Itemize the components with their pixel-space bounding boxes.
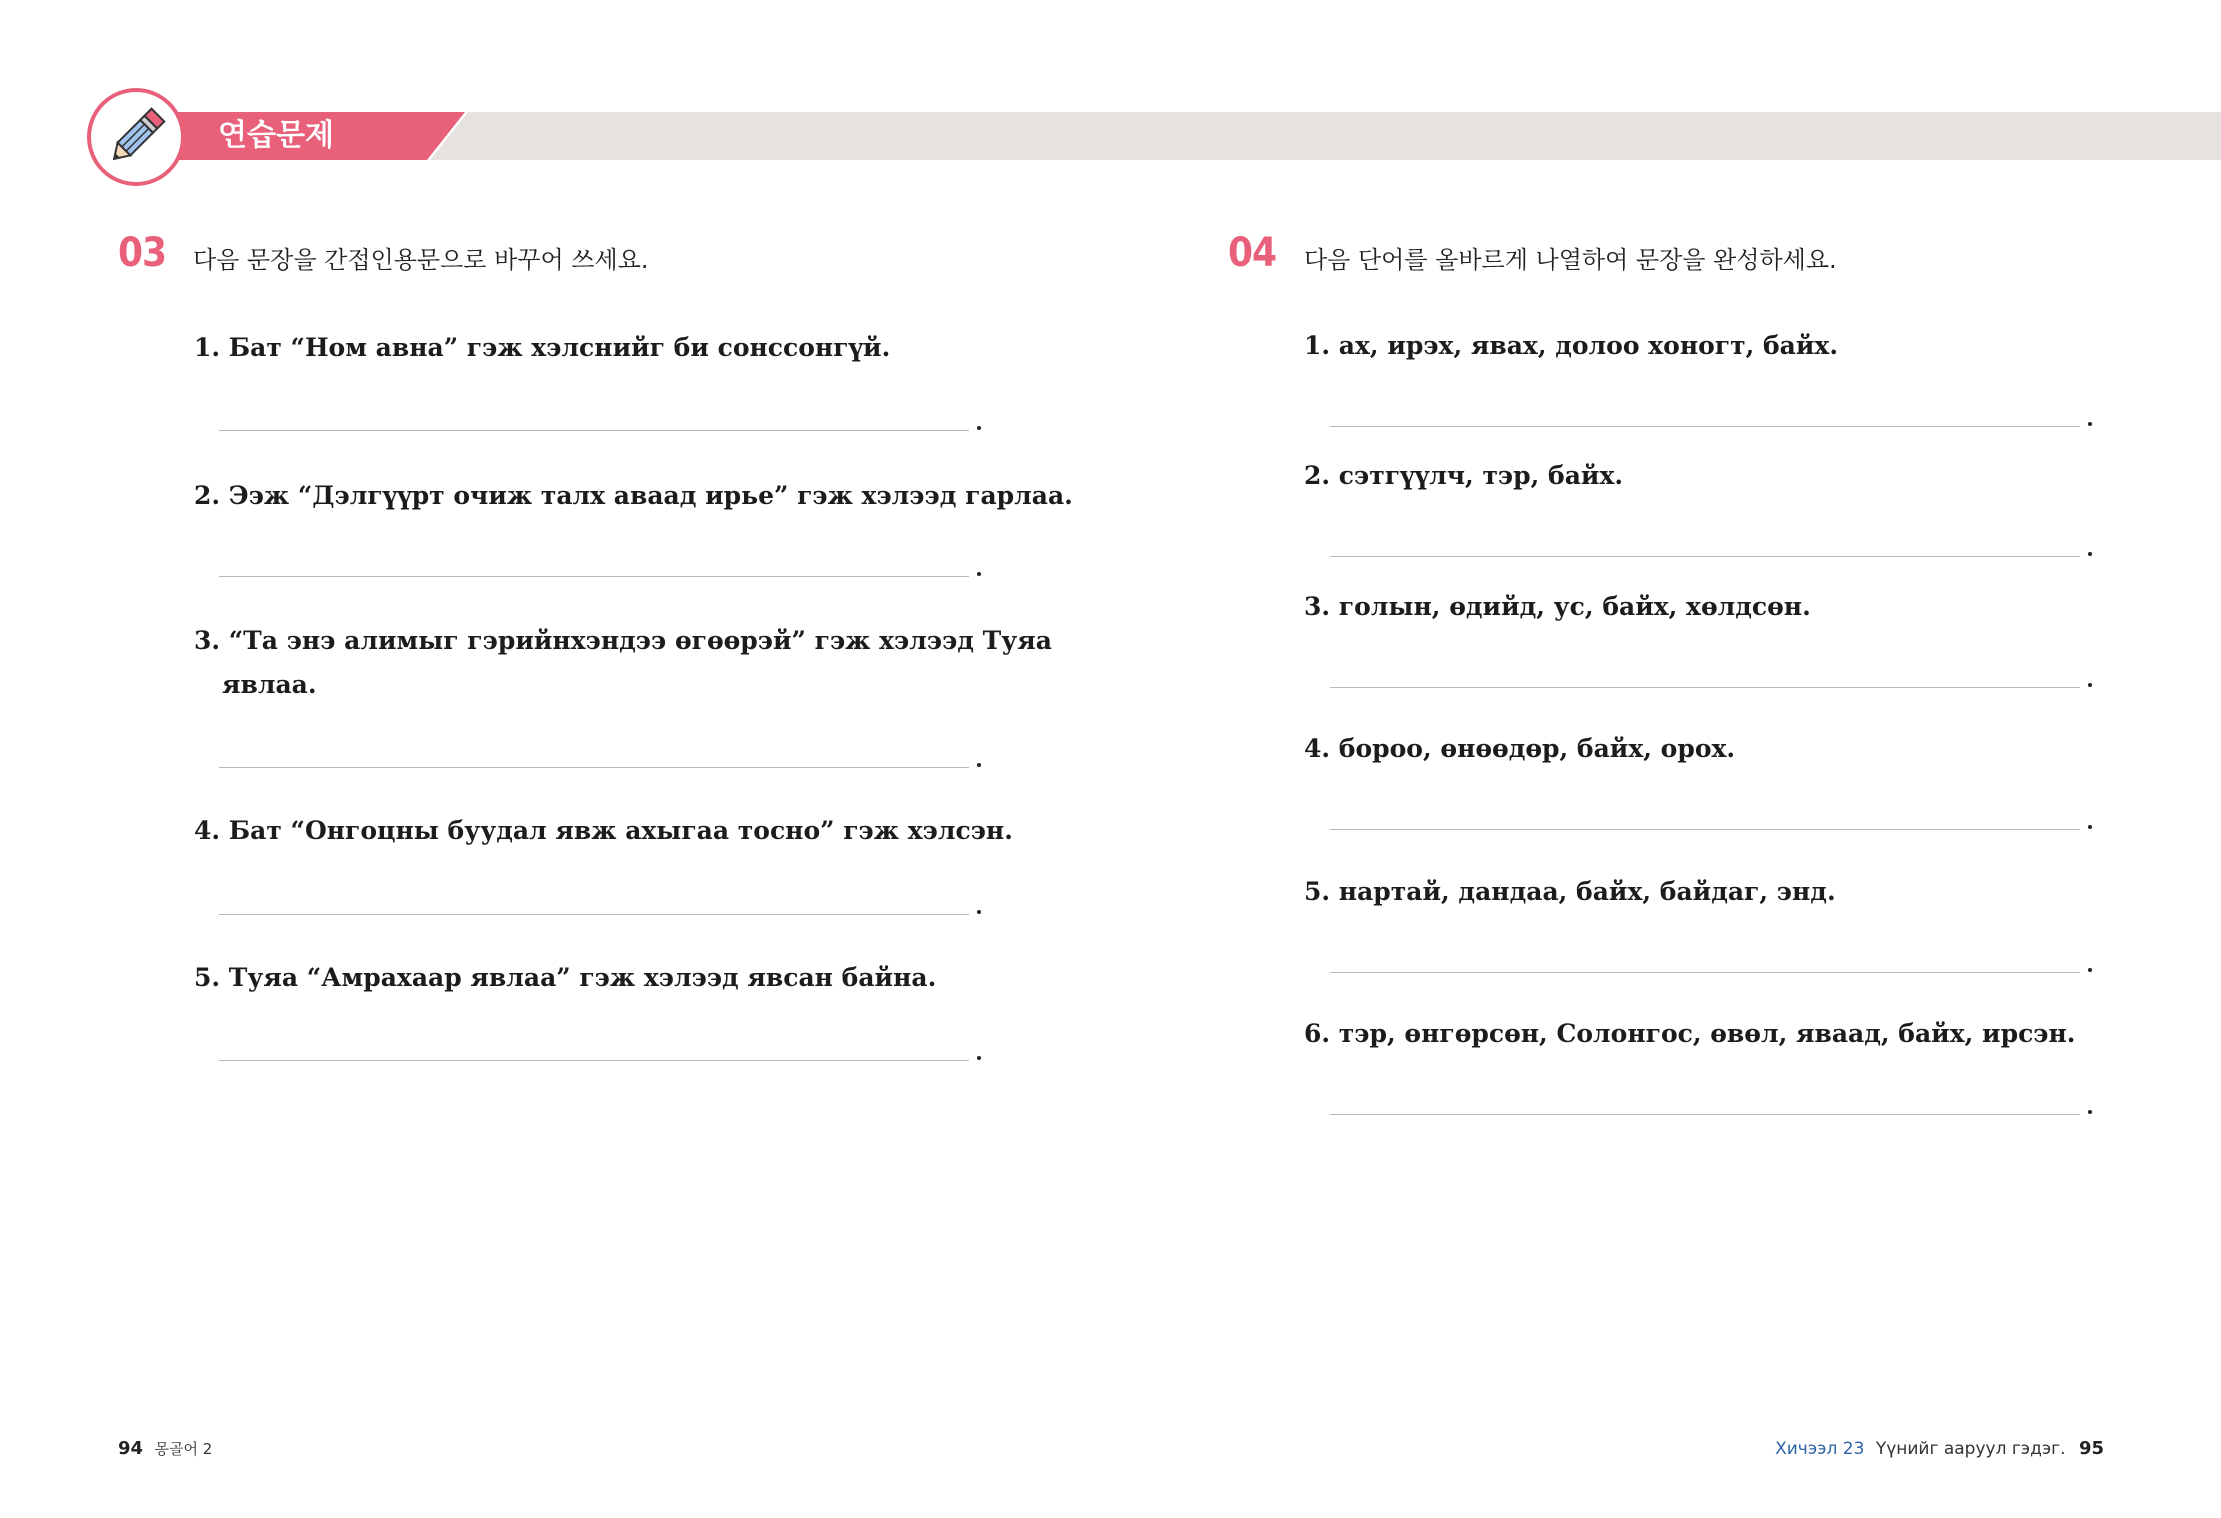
pencil-icon <box>101 102 171 172</box>
section-03-instruction: 다음 문장을 간접인용문으로 바꾸어 쓰세요. <box>193 246 649 274</box>
answer-period <box>2088 825 2092 829</box>
answer-period <box>977 910 981 914</box>
answer-line[interactable] <box>219 576 969 577</box>
answer-period <box>977 763 981 767</box>
answer-period <box>2088 968 2092 972</box>
lesson-number: Хичээл 23 <box>1775 1439 1865 1459</box>
pencil-badge <box>87 88 185 186</box>
answer-line[interactable] <box>1330 1114 2080 1115</box>
page-number-right: 95 <box>2078 1438 2104 1459</box>
header-title: 연습문제 <box>218 118 334 153</box>
answer-line[interactable] <box>1330 972 2080 973</box>
question-04-5: 5. нартай, дандаа, байх, байдаг, энд. <box>1304 877 1836 906</box>
answer-line[interactable] <box>219 430 969 431</box>
question-03-4: 4. Бат “Онгоцны буудал явж ахыгаа тосно” гэж хэлсэн. <box>194 816 1013 845</box>
lesson-title: Үүнийг aаруул гэдэг. <box>1875 1439 2066 1459</box>
answer-line[interactable] <box>219 914 969 915</box>
answer-period <box>2088 552 2092 556</box>
page-number-left: 94 <box>118 1438 144 1459</box>
question-04-4: 4. бороо, өнөөдөр, байх, орох. <box>1304 734 1736 763</box>
question-03-1: 1. Бат “Ном авна” гэж хэлснийг би сонссонгүй. <box>194 333 891 362</box>
answer-period <box>977 572 981 576</box>
question-04-6: 6. тэр, өнгөрсөн, Солонгос, өвөл, яваад, байх, ирсэн. <box>1304 1019 2076 1048</box>
section-03-number: 03 <box>118 230 167 276</box>
question-04-1: 1. ах, ирэх, явах, долоо хоногт, байх. <box>1304 331 1839 360</box>
question-04-2: 2. сэтгүүлч, тэр, байх. <box>1304 461 1624 490</box>
answer-period <box>977 1056 981 1060</box>
answer-line[interactable] <box>1330 829 2080 830</box>
book-title: 몽골어 2 <box>154 1440 213 1458</box>
answer-line[interactable] <box>219 767 969 768</box>
question-04-3: 3. голын, өдийд, ус, байх, хөлдсөн. <box>1304 592 1811 621</box>
answer-period <box>2088 683 2092 687</box>
answer-line[interactable] <box>219 1060 969 1061</box>
answer-period <box>2088 422 2092 426</box>
section-04-number: 04 <box>1228 230 1277 276</box>
question-03-3: 3. “Та энэ алимыг гэрийнхэндээ өгөөрэй” гэж хэлээд Туяа <box>194 626 1052 655</box>
answer-line[interactable] <box>1330 426 2080 427</box>
answer-period <box>2088 1110 2092 1114</box>
header-banner-bar <box>430 112 2221 160</box>
footer-left <box>118 1438 212 1459</box>
question-03-5: 5. Туяа “Амрахаар явлаа” гэж хэлээд явсан байна. <box>194 963 937 992</box>
question-03-3-cont: явлаа. <box>222 670 317 699</box>
answer-period <box>977 426 981 430</box>
section-04-instruction: 다음 단어를 올바르게 나열하여 문장을 완성하세요. <box>1304 246 1837 274</box>
answer-line[interactable] <box>1330 687 2080 688</box>
footer-right <box>1775 1438 2104 1459</box>
answer-line[interactable] <box>1330 556 2080 557</box>
question-03-2: 2. Ээж “Дэлгүүрт очиж талх аваад ирье” гэж хэлээд гарлаа. <box>194 481 1073 510</box>
